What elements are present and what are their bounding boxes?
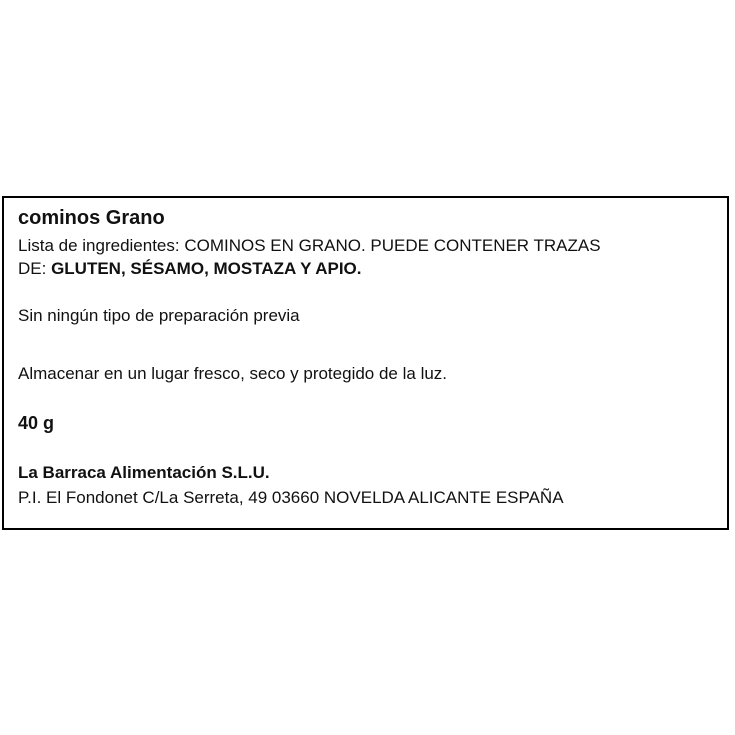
net-weight: 40 g (18, 413, 55, 433)
product-label (2, 196, 729, 530)
manufacturer-address: P.I. El Fondonet C/La Serreta, 49 03660 NOVELDA ALICANTE ESPAÑA (18, 488, 564, 507)
product-name: cominos Grano (18, 207, 165, 229)
allergens-prefix: DE: (18, 259, 52, 278)
storage-instructions: Almacenar en un lugar fresco, seco y protegido de la luz. (18, 364, 448, 383)
preparation-note: Sin ningún tipo de preparación previa (18, 306, 300, 325)
ingredients-line: Lista de ingredientes: COMINOS EN GRANO. PUEDE CONTENER TRAZAS (18, 236, 601, 255)
allergens-line (18, 259, 362, 279)
allergens-list: GLUTEN, SÉSAMO, MOSTAZA Y APIO. (51, 259, 362, 278)
manufacturer-name: La Barraca Alimentación S.L.U. (18, 463, 270, 482)
